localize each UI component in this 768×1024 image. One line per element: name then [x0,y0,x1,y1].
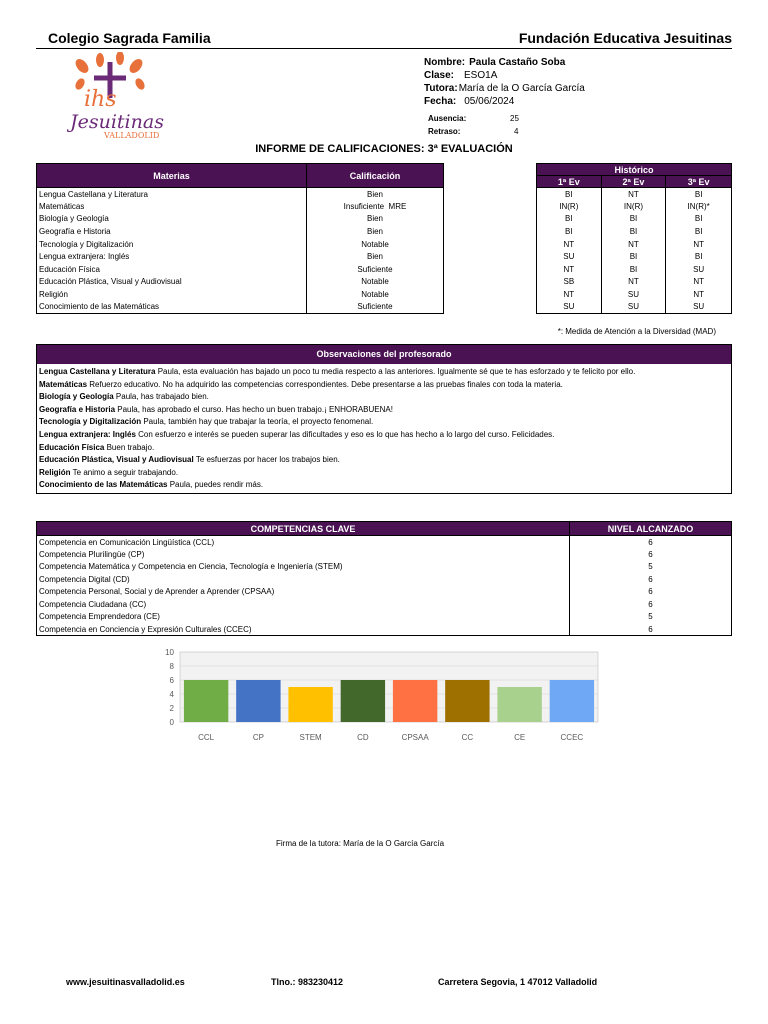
observation-subject: Tecnología y Digitalización [39,417,142,427]
observations-title: Observaciones del profesorado [37,345,731,364]
history-cell: SB [537,276,602,289]
subject-name: Tecnología y Digitalización [37,238,307,251]
x-tick-label: CP [252,733,264,742]
competency-level: 6 [570,536,732,549]
history-cell: NT [666,288,732,301]
subject-name: Educación Física [37,263,307,276]
observation-item [39,467,729,480]
report-title: INFORME DE CALIFICACIONES: 3ª EVALUACIÓN [255,143,513,155]
y-tick-label: 6 [169,676,174,685]
x-tick-label: CD [357,733,369,742]
observation-item [39,454,729,467]
student-class: ESO1A [464,70,498,81]
competency-row [37,623,732,636]
x-tick-label: CPSAA [401,733,429,742]
competency-level: 6 [570,598,732,611]
competency-name: Competencia Personal, Social y de Aprender a Aprender (CPSAA) [37,586,570,599]
subject-grade: Bien [307,225,444,238]
history-table [536,163,732,314]
subject-grade: Bien [307,250,444,263]
tutor-signature: Firma de la tutora: María de la O García García [276,839,445,848]
competency-level: 6 [570,586,732,599]
absence-label: Ausencia: [428,114,467,123]
history-col-2: 2ª Ev [601,176,666,188]
history-cell: NT [601,188,666,201]
subject-grade: Notable [307,288,444,301]
observation-text: Paula, puedes rendir más. [167,480,264,490]
history-cell: NT [537,238,602,251]
history-row [537,200,732,213]
history-col-1: 1ª Ev [537,176,602,188]
observation-item [39,429,729,442]
student-tutor: María de la O García García [458,83,585,94]
logo-city: VALLADOLID [104,131,160,140]
bar-ccl [184,680,228,722]
history-row [537,213,732,226]
history-cell: BI [537,188,602,201]
subject-name: Lengua Castellana y Literatura [37,188,307,201]
observation-item [39,391,729,404]
competency-name: Competencia Digital (CD) [37,573,570,586]
subject-grade: Insuficiente MRE [307,200,444,213]
delay-label: Retraso: [428,127,461,136]
history-cell: NT [601,238,666,251]
name-label: Nombre: [424,57,466,68]
level-header: NIVEL ALCANZADO [570,522,732,536]
observation-text: Paula, esta evaluación has bajado un poco tu media respecto a las anteriores. Igualmente sé que te has esforzado y te felicito por ello. [155,367,636,376]
history-cell: BI [601,250,666,263]
competency-level: 6 [570,548,732,561]
observation-subject: Lengua Castellana y Literatura [39,367,156,376]
grades-body [37,188,444,314]
history-cell: NT [666,276,732,289]
history-header: Histórico [537,164,732,176]
observation-subject: Lengua extranjera: Inglés [39,429,136,439]
mad-note: *: Medida de Atención a la Diversidad (MAD) [557,327,716,336]
class-label: Clase: [424,70,455,81]
subject-grade: Bien [307,188,444,201]
competency-name: Competencia en Comunicación Lingüística (CCL) [37,536,570,549]
history-cell: SU [666,301,732,314]
competency-row [37,573,732,586]
observation-item [39,442,729,455]
history-cell: IN(R) [601,200,666,213]
grade-row [37,213,444,226]
grade-row [37,238,444,251]
observation-text: Paula, también hay que trabajar la teoría, el proyecto fenomenal. [141,417,374,427]
observation-subject: Biología y Geología [39,392,114,402]
observation-text: Con esfuerzo e interés se pueden superar las dificultades y eso es lo que has hecho a lo largo del curso. Felicidades. [135,429,555,439]
footer-address: Carretera Segovia, 1 47012 Valladolid [438,977,598,987]
bar-ce [497,687,541,722]
grade-header: Calificación [307,164,444,188]
observation-text: Paula, has aprobado el curso. Has hecho un buen trabajo.¡ ENHORABUENA! [115,404,393,414]
header-school: Colegio Sagrada Familia [48,30,211,46]
observation-text: Te animo a seguir trabajando. [70,467,179,477]
attendance-info [428,112,519,138]
history-cell: SU [666,263,732,276]
competency-row [37,598,732,611]
footer-website[interactable]: www.jesuitinasvalladolid.es [66,977,185,987]
history-body [537,188,732,314]
subject-grade: Bien [307,213,444,226]
footer-phone: Tlno.: 983230412 [271,977,344,987]
observation-item [39,366,729,379]
history-cell: BI [666,250,732,263]
subject-name: Matemáticas [37,200,307,213]
subjects-header: Materias [37,164,307,188]
history-cell: BI [666,225,732,238]
history-col-3: 3ª Ev [666,176,732,188]
subject-name: Biología y Geología [37,213,307,226]
y-tick-label: 8 [169,662,174,671]
absence-count: 25 [510,114,519,123]
history-row [537,263,732,276]
history-cell: SU [537,301,602,314]
history-cell: BI [666,188,732,201]
bar-cd [341,680,385,722]
observations-body [37,364,731,493]
history-cell: IN(R)* [666,200,732,213]
competencies-chart [150,642,610,752]
student-name: Paula Castaño Soba [469,57,566,68]
competency-row [37,561,732,574]
grade-row [37,288,444,301]
observation-text: Te esfuerzas por hacer los trabajos bien. [193,455,340,465]
observation-subject: Religión [39,467,71,477]
x-tick-label: STEM [299,733,322,742]
competencies-header: COMPETENCIAS CLAVE [37,522,570,536]
history-cell: SU [601,288,666,301]
tutor-label: Tutora: [424,83,458,94]
history-row [537,188,732,201]
history-cell: BI [537,225,602,238]
history-row [537,225,732,238]
report-date: 05/06/2024 [464,96,515,107]
competency-level: 6 [570,573,732,586]
competency-level: 5 [570,611,732,624]
subject-name: Lengua extranjera: Inglés [37,250,307,263]
subject-name: Conocimiento de las Matemáticas [37,301,307,314]
competency-row [37,586,732,599]
grade-row [37,301,444,314]
observations-box [36,344,732,494]
grade-row [37,188,444,201]
history-row [537,276,732,289]
grades-table [36,163,444,314]
observation-subject: Educación Física [39,442,105,452]
bar-stem [288,687,332,722]
history-cell: BI [601,263,666,276]
x-tick-label: CE [514,733,526,742]
logo-brand: ihs [84,87,117,112]
observation-item [39,416,729,429]
history-cell: NT [537,263,602,276]
subject-name: Educación Plástica, Visual y Audiovisual [37,276,307,289]
bar-ccec [550,680,594,722]
history-cell: IN(R) [537,200,602,213]
observation-item [39,479,729,492]
grade-row [37,200,444,213]
competency-name: Competencia en Conciencia y Expresión Culturales (CCEC) [37,623,570,636]
subject-grade: Suficiente [307,301,444,314]
header-foundation: Fundación Educativa Jesuitinas [518,30,732,46]
competency-level: 6 [570,623,732,636]
competency-level: 5 [570,561,732,574]
grade-row [37,263,444,276]
observation-text: Paula, has trabajado bien. [113,392,209,402]
observation-subject: Conocimiento de las Matemáticas [39,480,168,490]
y-tick-label: 0 [169,718,174,727]
grade-row [37,250,444,263]
school-logo [66,52,176,140]
history-cell: SU [601,301,666,314]
date-label: Fecha: [424,96,457,107]
y-tick-label: 2 [169,704,174,713]
observation-text: Refuerzo educativo. No ha adquirido las competencias correspondientes. Debe presentarse a las pruebas finales con toda la materia. [87,379,563,389]
competency-row [37,548,732,561]
history-row [537,238,732,251]
grade-row [37,276,444,289]
competency-row [37,611,732,624]
x-tick-label: CC [461,733,474,742]
history-cell: BI [601,213,666,226]
subject-grade: Notable [307,276,444,289]
observation-item [39,404,729,417]
subject-name: Religión [37,288,307,301]
bar-cc [445,680,489,722]
competency-name: Competencia Plurilingüe (CP) [37,548,570,561]
history-row [537,250,732,263]
x-tick-label: CCEC [560,733,584,742]
competency-name: Competencia Emprendedora (CE) [37,611,570,624]
logo-name: Jesuitinas [70,111,164,133]
history-cell: NT [537,288,602,301]
history-cell: BI [601,225,666,238]
subject-name: Geografía e Historia [37,225,307,238]
student-info [424,56,585,108]
history-cell: BI [537,213,602,226]
observation-item [39,379,729,392]
observation-text: Buen trabajo. [104,442,155,452]
observation-subject: Geografía e Historia [39,404,116,414]
observation-subject: Matemáticas [39,379,88,389]
history-cell: BI [666,213,732,226]
history-cell: NT [666,238,732,251]
competency-row [37,536,732,549]
competencies-table [36,521,732,636]
competency-name: Competencia Matemática y Competencia en Ciencia, Tecnología e Ingeniería (STEM) [37,561,570,574]
y-tick-label: 10 [165,648,174,657]
bar-cpsaa [393,680,437,722]
header-divider [36,48,732,49]
observation-subject: Educación Plástica, Visual y Audiovisual [39,455,194,465]
competency-name: Competencia Ciudadana (CC) [37,598,570,611]
grade-row [37,225,444,238]
subject-grade: Notable [307,238,444,251]
history-row [537,288,732,301]
delay-count: 4 [514,127,519,136]
y-tick-label: 4 [169,690,174,699]
history-cell: SU [537,250,602,263]
subject-grade: Suficiente [307,263,444,276]
history-cell: NT [601,276,666,289]
competencies-body [37,536,732,636]
bar-cp [236,680,280,722]
x-tick-label: CCL [198,733,215,742]
history-row [537,301,732,314]
